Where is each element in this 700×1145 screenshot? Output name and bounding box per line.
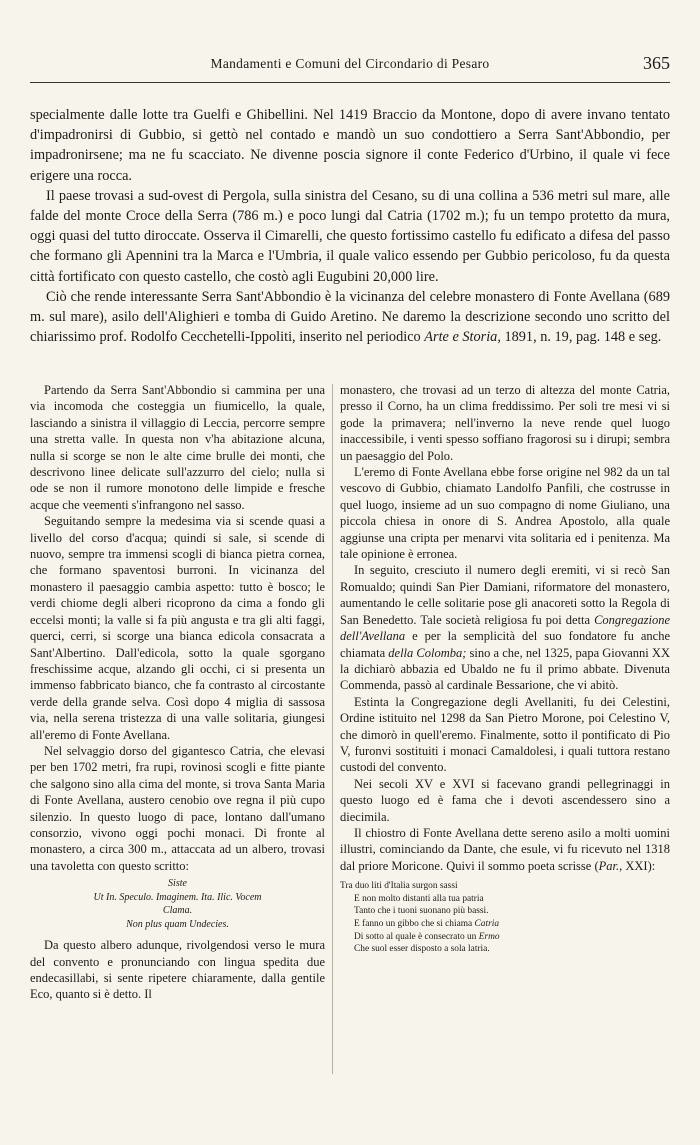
verse-line bbox=[340, 931, 670, 944]
dante-verse bbox=[340, 880, 670, 956]
intro-p3-text-a: Ciò che rende interessante Serra Sant'Abbondio è la vicinanza del celebre monastero di Fonte Avellana (689 m. sul mare), asilo dell'Alighieri e tomba di Guido Aretino. Ne daremo la descrizione secondo uno scritto del chiarissimo prof. Rodolfo Cecchetelli-Ippoliti, inserito nel periodico bbox=[30, 288, 670, 346]
right-column bbox=[340, 382, 670, 956]
intro-paragraph-2: Il paese trovasi a sud-ovest di Pergola, sulla sinistra del Cesano, su di una collina a 536 metri sul mare, alle falde del monte Croce della Serra (786 m.) e poco lungi dal Catria (1702 m.); fu un tempo protetto da mura, oggi quasi del tutto diroccate. Osserva il Cimarelli, che questo fortissimo castello fu edificato a difesa del passo che formano gli Apennini tra la Marca e l'Umbria, il quale valico essendo per Gubbio pericoloso, fu da questa città fortificato con questo castello, che costò agli Eugubini 20,000 lire. bbox=[30, 187, 670, 285]
right-paragraph-4: Estinta la Congregazione degli Avellaniti, fu dei Celestini, Ordine istituito nel 1298 da San Pietro Morone, poi Celestino V, che dimorò in quell'eremo. Finalmente, sotto il pontificato di Pio V, furonvi sostituiti i monaci Camaldolesi, i quali tuttora restano custodi del convento. bbox=[340, 694, 670, 775]
periodical-title: Arte e Storia bbox=[424, 329, 498, 346]
right-p6-text-b: , XXI): bbox=[619, 858, 656, 873]
left-paragraph-3: Nel selvaggio dorso del gigantesco Catria, che elevasi per ben 1702 metri, fra rupi, rovinosi scogli e fitte piante che salgono sino alla cima del monte, si trova Santa Maria di Fonte Avellana, austero cenobio ove regna il più cupo silenzio. In questo luogo di pace, lontano dall'umano consorzio, vivono oggi pochi monaci. Di fronte al monastero, a circa 300 m., attaccata ad un albero, trovasi una tavoletta con questo scritto: bbox=[30, 743, 325, 873]
right-paragraph-5: Nei secoli XV e XVI si facevano grandi pellegrinaggi in questo luogo ed è fama che i devoti ascendessero sino a diecimila. bbox=[340, 776, 670, 824]
right-p3-text-a: In seguito, cresciuto il numero degli eremiti, vi si recò San Romualdo; quindi San Pier Damiani, riformatore del monastero, aumentando le celle solitarie pose gli anacoreti sotto la Regola di San Benedetto. Tale società religiosa fu poi detta bbox=[340, 563, 670, 627]
verse-line: Tra duo liti d'Italia surgon sassi bbox=[340, 881, 458, 892]
header-rule bbox=[30, 82, 670, 83]
column-divider bbox=[332, 384, 333, 1074]
right-p3-text-c: sino a che, nel 1325, papa Giovanni XX la dichiarò abbazia ed Ubaldo ne fu il primo abbate. Divenuta Commenda, passò al cardinale Bessarione, che vi abitò. bbox=[340, 645, 670, 693]
right-paragraph-6 bbox=[340, 825, 670, 874]
right-paragraph-2: L'eremo di Fonte Avellana ebbe forse origine nel 982 da un tal vescovo di Gubbio, chiamato Landolfo Panfili, che costrusse in quel luogo, insieme ad un suo compagno di nome Giuliano, una piccola chiesa in onore di S. Andrea Apostolo, alla quale aggiunse una cripta per menarvi vita solitaria ed i penitenza. Ma tale opinione è erronea. bbox=[340, 465, 670, 562]
inscription-line: Clama. bbox=[162, 905, 193, 917]
page-number: 365 bbox=[643, 53, 670, 73]
right-paragraph-1: monastero, che trovasi ad un terzo di altezza del monte Catria, presso il Corno, ha un clima freddissimo. Per soli tre mesi vi si gode la primavera; nell'inverno la neve rende quel luogo inaccessibile, i venti spesso soffiano fragorosi su i dirupi; sembra un paesaggio del Polo. bbox=[340, 383, 670, 463]
right-paragraph-3 bbox=[340, 562, 670, 693]
left-paragraph-4: Da questo albero adunque, rivolgendosi verso le mura del convento e pronunciando con lingua spedita due endecasillabi, si sente ripetere chiaramente, dalla gentile Eco, quanto si è detto. Il bbox=[30, 938, 325, 1002]
verse-line: E non molto distanti alla tua patria bbox=[354, 893, 484, 904]
congregation-alt-name: della Colomba; bbox=[388, 645, 467, 660]
verse-text: E fanno un gibbo che si chiama bbox=[354, 918, 475, 929]
intro-p3-text-b: , 1891, n. 19, pag. 148 e seg. bbox=[497, 329, 662, 346]
right-p3-text-b: e per la semplicità del suo fondatore fu anche chiamata bbox=[340, 629, 670, 660]
left-paragraph-2: Seguitando sempre la medesima via si scende quasi a livello del corso d'acqua; quindi si sale, si scende di nuovo, sempre tra immensi scogli di bianca pietra cornea, che formano spaventosi burroni. In vicinanza del monastero il paesaggio cambia aspetto: tutto è bosco; le verdi chiome degli alberi ricoprono da cima a fondo gli eccelsi monti; la valle si fa più angusta e tra gli alti faggi, querci, cerri, si scorge una bianca edicola consacrata a Sant'Albertino. Dall'edicola, sotto la quale sgorgano freschissime acque, alzando gli occhi, ci si presenta un immenso fabbricato bianco, che fa contrasto al circostante verde della grande selva. Così dopo 4 miglia di sassosa via, nella serena tristezza di una valle solitaria, giungesi all'eremo di Fonte Avellana. bbox=[30, 514, 325, 742]
left-paragraph-1: Partendo da Serra Sant'Abbondio si cammina per una via incomoda che costeggia un fiumicello, la quale, lasciando a sinistra il villaggio di Leccia, percorre sempre una stretta valle. In questa non v'ha abitazione alcuna, nulla si scorge se non le alte cime brulle dei monti, che descrivono linee delicate sull'azzurro del cielo; nulla si ode se non il rumore monotono delle limpide e fresche acque che veementi s'infrangono nel sasso. bbox=[30, 383, 325, 512]
inscription-line: Ut In. Speculo. Imaginem. Ita. Ilic. Vocem bbox=[93, 891, 262, 903]
intro-paragraph-3 bbox=[30, 287, 670, 348]
intro-section bbox=[30, 105, 670, 347]
verse-line bbox=[340, 918, 670, 931]
tablet-inscription bbox=[30, 877, 325, 931]
verse-text: Di sotto al quale è consecrato un bbox=[354, 931, 479, 942]
right-p6-text-a: Il chiostro di Fonte Avellana dette sereno asilo a molti uomini illustri, cominciando da Dante, che esule, vi fu ricevuto nel 1318 dal priore Moricone. Quivi il sommo poeta scrisse ( bbox=[340, 825, 670, 873]
verse-place-name: Ermo bbox=[478, 931, 500, 942]
inscription-line: Non plus quam Undecies. bbox=[126, 918, 229, 930]
running-head bbox=[30, 53, 670, 80]
verse-line: Che suol esser disposto a sola latria. bbox=[354, 944, 490, 955]
running-title: Mandamenti e Comuni del Circondario di Pesaro bbox=[210, 56, 490, 71]
left-column bbox=[30, 382, 325, 1003]
paradiso-abbrev: Par. bbox=[598, 858, 620, 873]
inscription-line: Siste bbox=[168, 878, 187, 890]
intro-paragraph-1: specialmente dalle lotte tra Guelfi e Ghibellini. Nel 1419 Braccio da Montone, dopo di avere invano tentato d'impadronirsi di Gubbio, si gettò nel contado e mandò un suo condottiero a Serra Sant'Abbondio, per impadronirsene; ma ne fu scacciato. Ne divenne poscia signore il conte Federico d'Urbino, il quale vi fece erigere una rocca. bbox=[30, 107, 670, 184]
congregation-name: Congregazione dell'Avellana bbox=[340, 612, 670, 644]
verse-place-name: Catria bbox=[474, 918, 500, 929]
verse-line: Tanto che i tuoni suonano più bassi. bbox=[354, 906, 489, 917]
